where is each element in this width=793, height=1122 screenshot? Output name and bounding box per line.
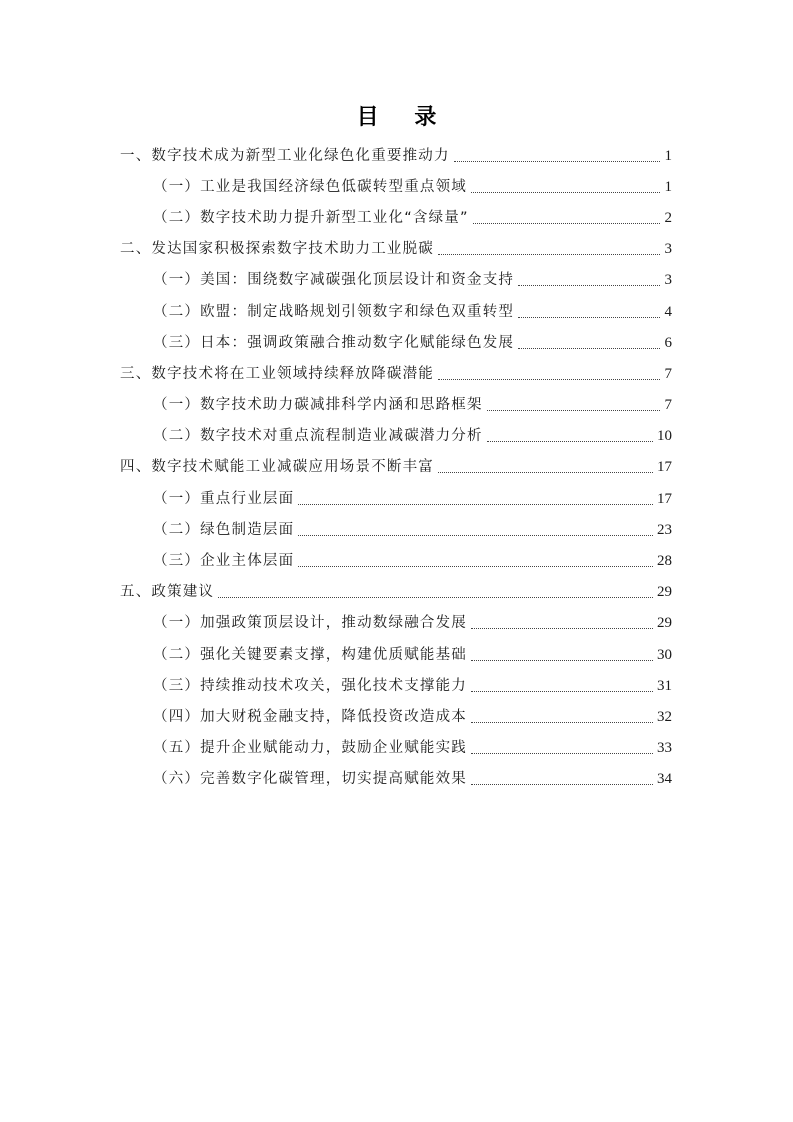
toc-dot-leader [471, 752, 653, 754]
toc-section-entry[interactable] [120, 202, 672, 233]
toc-entry-label: 一、数字技术成为新型工业化绿色化重要推动力 [120, 147, 450, 164]
toc-page-number: 31 [657, 677, 672, 694]
toc-section-entry[interactable] [120, 608, 672, 639]
toc-entry-label: （二）强化关键要素支撑，构建优质赋能基础 [153, 646, 467, 663]
toc-section-entry[interactable] [120, 296, 672, 327]
toc-dot-leader [298, 503, 653, 505]
toc-section-entry[interactable] [120, 421, 672, 452]
toc-page-number: 7 [664, 365, 672, 382]
toc-dot-leader [518, 284, 660, 286]
toc-section-entry[interactable] [120, 670, 672, 701]
toc-dot-leader [438, 471, 653, 473]
toc-section-entry[interactable] [120, 545, 672, 576]
toc-dot-leader [471, 783, 653, 785]
toc-section-entry[interactable] [120, 327, 672, 358]
toc-section-entry[interactable] [120, 764, 672, 795]
toc-page-number: 6 [664, 334, 672, 351]
toc-entry-label: 二、发达国家积极探索数字技术助力工业脱碳 [120, 241, 434, 258]
toc-page-number: 4 [664, 303, 672, 320]
toc-entry-label: （三）日本：强调政策融合推动数字化赋能绿色发展 [153, 334, 515, 351]
toc-section-entry[interactable] [120, 639, 672, 670]
toc-page-number: 32 [657, 708, 672, 725]
toc-title: 目 录 [356, 105, 451, 130]
toc-page-number: 17 [657, 459, 672, 476]
toc-dot-leader [471, 721, 653, 723]
toc-dot-leader [438, 378, 660, 380]
toc-section-entry[interactable] [120, 265, 672, 296]
toc-dot-leader [471, 690, 653, 692]
toc-chapter-entry[interactable] [120, 358, 672, 389]
toc-page-number: 33 [657, 740, 672, 757]
toc-page-number: 17 [657, 490, 672, 507]
toc-page-number: 29 [657, 615, 672, 632]
toc-section-entry[interactable] [120, 483, 672, 514]
toc-page-number: 10 [657, 428, 672, 445]
toc-entry-label: （一）加强政策顶层设计，推动数绿融合发展 [153, 615, 467, 632]
toc-section-entry[interactable] [120, 171, 672, 202]
toc-chapter-entry[interactable] [120, 140, 672, 171]
toc-dot-leader [438, 253, 660, 255]
toc-page-number: 23 [657, 521, 672, 538]
toc-section-entry[interactable] [120, 733, 672, 764]
toc-page-number: 28 [657, 553, 672, 570]
toc-entry-label: （三）持续推动技术攻关，强化技术支撑能力 [153, 677, 467, 694]
toc-entry-label: （一）数字技术助力碳减排科学内涵和思路框架 [153, 397, 483, 414]
toc-list [120, 140, 672, 795]
toc-page-number: 2 [664, 209, 672, 226]
toc-page-number: 30 [657, 646, 672, 663]
toc-dot-leader [518, 347, 660, 349]
toc-page-number: 3 [664, 241, 672, 258]
toc-entry-label: （六）完善数字化碳管理，切实提高赋能效果 [153, 771, 467, 788]
toc-entry-label: （二）绿色制造层面 [153, 521, 295, 538]
toc-page-number: 34 [657, 771, 672, 788]
toc-page-number: 1 [664, 178, 672, 195]
toc-entry-label: （五）提升企业赋能动力，鼓励企业赋能实践 [153, 740, 467, 757]
toc-dot-leader [471, 659, 653, 661]
toc-dot-leader [471, 627, 653, 629]
toc-section-entry[interactable] [120, 390, 672, 421]
toc-chapter-entry[interactable] [120, 577, 672, 608]
toc-entry-label: （二）数字技术助力提升新型工业化“含绿量” [153, 209, 469, 226]
toc-dot-leader [471, 191, 660, 193]
toc-entry-label: 三、数字技术将在工业领域持续释放降碳潜能 [120, 365, 434, 382]
toc-entry-label: （四）加大财税金融支持，降低投资改造成本 [153, 708, 467, 725]
toc-entry-label: （三）企业主体层面 [153, 553, 295, 570]
toc-dot-leader [518, 316, 660, 318]
toc-page-number: 1 [664, 147, 672, 164]
toc-dot-leader [454, 160, 660, 162]
toc-entry-label: （二）数字技术对重点流程制造业减碳潜力分析 [153, 428, 483, 445]
toc-section-entry[interactable] [120, 514, 672, 545]
toc-chapter-entry[interactable] [120, 452, 672, 483]
toc-dot-leader [218, 596, 653, 598]
toc-entry-label: （一）重点行业层面 [153, 490, 295, 507]
toc-entry-label: （二）欧盟：制定战略规划引领数字和绿色双重转型 [153, 303, 515, 320]
toc-entry-label: （一）工业是我国经济绿色低碳转型重点领域 [153, 178, 467, 195]
toc-page-number: 29 [657, 584, 672, 601]
toc-entry-label: （一）美国：围绕数字减碳强化顶层设计和资金支持 [153, 272, 515, 289]
toc-entry-label: 五、政策建议 [120, 584, 215, 601]
toc-dot-leader [473, 222, 660, 224]
toc-page-number: 7 [664, 397, 672, 414]
toc-section-entry[interactable] [120, 701, 672, 732]
toc-dot-leader [298, 565, 653, 567]
toc-dot-leader [298, 534, 653, 536]
toc-page-number: 3 [664, 272, 672, 289]
toc-dot-leader [487, 440, 653, 442]
toc-chapter-entry[interactable] [120, 234, 672, 265]
toc-dot-leader [487, 409, 660, 411]
toc-entry-label: 四、数字技术赋能工业减碳应用场景不断丰富 [120, 459, 434, 476]
